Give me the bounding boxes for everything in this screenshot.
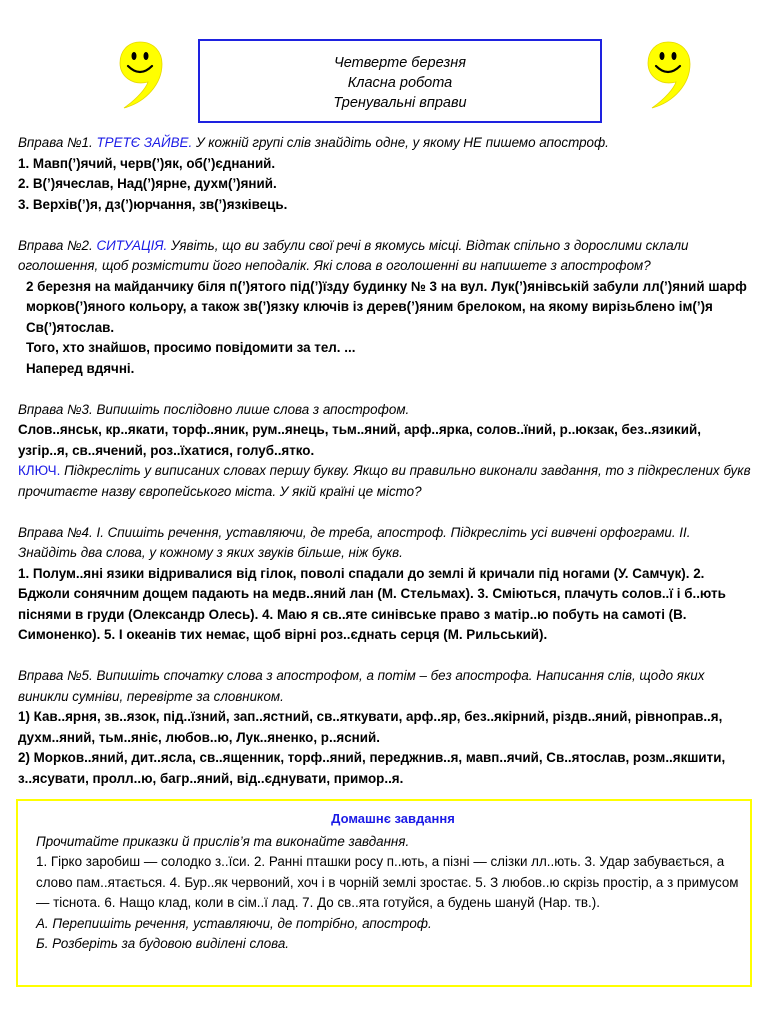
smiley-comma-icon <box>646 40 692 110</box>
exercise-3 <box>18 400 753 503</box>
header-topic: Тренувальні вправи <box>333 95 467 111</box>
word-list: Слов..янськ, кр..якати, торф..яник, рум..янець, тьм..яний, арф..ярка, солов..їний, р..юкзак, без..язикий, узгір..я, св..ячений, роз..їхатися, голуб..ятко. <box>18 422 701 458</box>
exercise-task: Випишіть послідовно лише слова з апострофом. <box>96 401 410 417</box>
announcement-contact: Того, хто знайшов, просимо повідомити за тел. ... <box>26 340 356 355</box>
smiley-comma-icon <box>118 40 164 110</box>
exercise-tag: СИТУАЦІЯ. <box>96 237 168 253</box>
exercise-4 <box>18 523 753 646</box>
word-group-1: 1) Кав..ярня, зв..язок, під..їзний, зап..ястний, св..яткувати, арф..яр, без..якірний, різдв..яний, рівноправ..я, духм..яний, тьм..яніє, любов..ю, Лук..яненко, р..ясний. <box>18 709 723 745</box>
homework-intro: Прочитайте приказки й прислів’я та виконайте завдання. <box>36 833 410 849</box>
header-work-type: Класна робота <box>347 75 453 91</box>
word-group-2: 2) Морков..яний, дит..ясла, св..ященник, торф..яний, переджнив..я, мавп..ячий, Св..ятослав, розм..якшити, з..ясувати, пролл..ю, багр..яний, від..єднувати, примор..я. <box>18 750 726 786</box>
list-item: 3. Верхів(’)я, дз(’)юрчання, зв(’)язківець. <box>18 196 288 212</box>
key-label: КЛЮЧ. <box>18 463 61 478</box>
header-date: Четверте березня <box>334 55 466 71</box>
exercise-label: Вправа №2. <box>18 237 93 253</box>
exercise-label: Вправа №1. <box>18 135 93 150</box>
homework-task-b: Б. Розберіть за будовою виділені слова. <box>36 936 290 951</box>
exercise-5 <box>18 666 753 789</box>
sentences-text: 1. Полум..яні язики відривалися від гілок, поволі спадали до землі й кричали під ногами (У. Самчук). 2. Бджоли сонячним дощем падають на медв..яний лан (М. Стельмах). 3. Сміються, плачуть солов..ї і б..ють піснями в груди (Олександр Олесь). 4. Маю я св..яте синівське право з матір..ю побуть на самоті (В. Симоненко). 5. І океанів тих немає, щоб вірні роз..єднать серця (М. Рильський). <box>18 565 726 642</box>
homework-title: Домашнє завдання <box>331 811 455 826</box>
homework-box <box>16 799 752 987</box>
exercise-task: І. Спишіть речення, уставляючи, де треба, апостроф. Підкресліть усі вивчені орфограми. ІІ. Знайдіть два слова, у кожному з яких звуків більше, ніж букв. <box>18 524 691 560</box>
header-box <box>198 39 602 123</box>
exercise-label: Вправа №3. <box>18 401 93 417</box>
homework-task-a: А. Перепишіть речення, уставляючи, де потрібно, апостроф. <box>36 915 432 931</box>
exercise-1 <box>18 133 753 215</box>
exercise-task: Випишіть спочатку слова з апострофом, а потім – без апострофа. Написання слів, щодо яких виникли сумніви, перевірте за словником. <box>18 668 705 704</box>
announcement-text: 2 березня на майданчику біля п(’)ятого під(’)їзду будинку № 3 на вул. Лук(’)янівській забули лл(’)яний шарф морков(’)яного кольору, а також зв(’)язку ключів із дерев(’)яним брелоком, на якому вирізьблено ім(’)я Св(’)ятослав. <box>26 278 747 335</box>
homework-proverbs: 1. Гірко заробиш — солодко з..їси. 2. Ранні пташки росу п..ють, а пізні — слізки лл..ють. 3. Удар забувається, а слово пам..ятається. 4. Бур..як червоний, хоч і в чорній землі зростає. 5. З любов..ю скрізь простір, а з примусом — тіснота. 6. Нащо клад, коли в сім..ї лад. 7. До св..ята готуйся, а будень шануй (Нар. тв.). <box>36 854 739 910</box>
exercise-tag: ТРЕТЄ ЗАЙВЕ. <box>96 135 193 150</box>
list-item: 2. В(’)ячеслав, Над(’)ярне, духм(’)яний. <box>18 176 277 191</box>
exercise-task: Уявіть, що ви забули свої речі в якомусь місці. Відтак спільно з дорослими склали оголошення, щоб розмістити його неподалік. Які слова в оголошенні ви напишете з апострофом? <box>18 237 689 273</box>
exercises <box>18 133 753 789</box>
exercise-label: Вправа №5. <box>18 668 93 683</box>
announcement-thanks: Наперед вдячні. <box>26 360 135 376</box>
exercise-task: У кожній групі слів знайдіть одне, у якому НЕ пишемо апостроф. <box>195 135 609 150</box>
exercise-2 <box>18 236 753 380</box>
exercise-label: Вправа №4. <box>18 524 93 540</box>
list-item: 1. Мавп(’)ячий, черв(’)як, об(’)єднаний. <box>18 155 276 171</box>
key-text: Підкресліть у виписаних словах першу букву. Якщо ви правильно виконали завдання, то з підкреслених букв прочитаєте назву європейського міста. У якій країні це місто? <box>18 463 751 499</box>
